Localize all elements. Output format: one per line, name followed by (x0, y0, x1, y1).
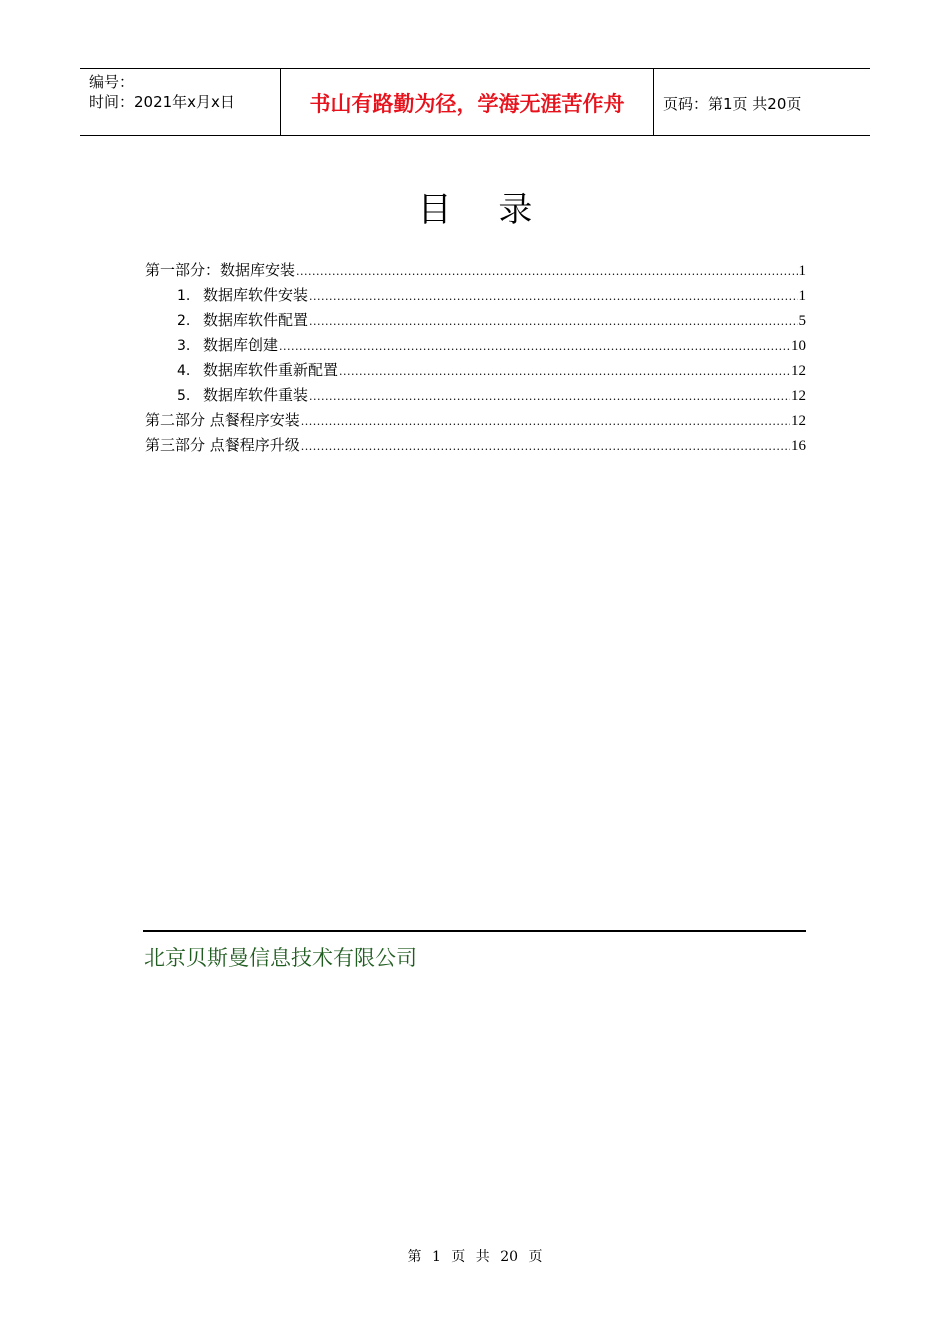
toc-entry-page: 1 (798, 263, 806, 279)
toc-dot-leader (309, 309, 797, 334)
toc-entry-page: 12 (791, 413, 806, 429)
toc-entry-2[interactable] (145, 308, 806, 333)
toc-entry-label: 数据库软件重新配置 (203, 361, 339, 379)
toc-entry-label: 第三部分 点餐程序升级 (145, 436, 300, 454)
toc-entry-5[interactable] (145, 383, 806, 408)
toc-entry-label: 数据库软件重装 (203, 386, 309, 404)
toc-title: 目 录 (417, 190, 551, 230)
footer-divider (143, 930, 806, 932)
toc-entry-number: 5. (177, 388, 191, 404)
toc-entry-page: 1 (798, 288, 806, 304)
company-name: 北京贝斯曼信息技术有限公司 (144, 946, 417, 970)
toc-dot-leader (309, 384, 790, 409)
toc-entry-part-3[interactable] (145, 433, 806, 458)
toc-entry-page: 10 (791, 338, 806, 354)
toc-entry-label: 第一部分：数据库安装 (145, 261, 296, 279)
page-number-footer: 第 1 页 共 20 页 (407, 1249, 543, 1265)
number-label: 编号： (89, 73, 135, 91)
toc-entry-4[interactable] (145, 358, 806, 383)
toc-entry-label: 数据库创建 (203, 336, 279, 354)
toc-entry-page: 16 (791, 438, 806, 454)
toc-entry-page: 12 (791, 388, 806, 404)
toc-entry-number: 3. (177, 338, 191, 354)
toc-entry-part-1[interactable] (145, 258, 806, 283)
toc-dot-leader (339, 359, 790, 384)
toc-dot-leader (301, 434, 790, 459)
toc-dot-leader (309, 284, 797, 309)
toc-entry-number: 2. (177, 313, 191, 329)
toc-entry-number: 4. (177, 363, 191, 379)
toc-entry-label: 数据库软件配置 (203, 311, 309, 329)
toc-entry-part-2[interactable] (145, 408, 806, 433)
toc-dot-leader (279, 334, 790, 359)
header-motto: 书山有路勤为径，学海无涯苦作舟 (281, 69, 654, 135)
header-meta (80, 69, 281, 135)
toc-entry-3[interactable] (145, 333, 806, 358)
toc-entry-1[interactable] (145, 283, 806, 308)
toc-entry-page: 5 (798, 313, 806, 329)
document-header (80, 68, 870, 136)
toc-entry-page: 12 (791, 363, 806, 379)
toc-entry-number: 1. (177, 288, 191, 304)
time-label: 时间：2021年x月x日 (89, 93, 235, 111)
header-page-info: 页码：第1页 共20页 (663, 94, 802, 113)
toc-dot-leader (301, 409, 790, 434)
toc-entry-label: 数据库软件安装 (203, 286, 309, 304)
table-of-contents (145, 258, 806, 458)
toc-dot-leader (296, 259, 797, 284)
toc-entry-label: 第二部分 点餐程序安装 (145, 411, 300, 429)
